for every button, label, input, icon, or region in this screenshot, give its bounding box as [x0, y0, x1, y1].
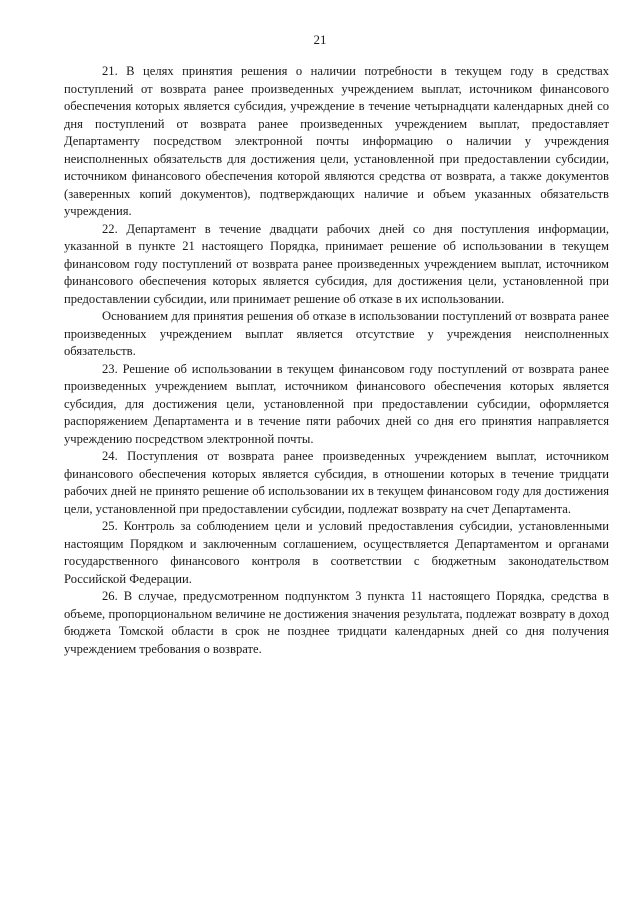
page-number: 21 [313, 32, 327, 47]
document-body [64, 63, 609, 658]
paragraph-25: 25. Контроль за соблюдением цели и условий предоставления субсидии, установленными настоящим Порядком и заключенным соглашением, осуществляется Департаментом и органами государственного финансового контроля в соответствии с бюджетным законодательством Российской Федерации. [64, 519, 609, 586]
paragraph-22-refusal-grounds: Основанием для принятия решения об отказе в использовании поступлений от возврата ранее произведенных учреждением выплат является отсутствие у учреждения неисполненных обязательств. [64, 309, 609, 358]
paragraph-21: 21. В целях принятия решения о наличии потребности в текущем году в средствах поступлений от возврата ранее произведенных учреждением выплат, источником финансового обеспечения которых является субсидия, учреждение в течение четырнадцати календарных дней со дня поступлений от возврата ранее произведенных учреждением выплат, предоставляет Департаменту посредством электронной почты информацию о наличии у учреждения неисполненных обязательств для достижения цели, установленной при предоставлении субсидии, источником финансового обеспечения которой являются средства от возврата, а также документов (заверенных копий документов), подтверждающих наличие и объем указанных обязательств учреждения. [64, 64, 609, 218]
paragraph-26: 26. В случае, предусмотренном подпунктом 3 пункта 11 настоящего Порядка, средства в объеме, пропорциональном величине не достижения значения результата, подлежат возврату в доход бюджета Томской области в срок не позднее тридцати календарных дней со дня получения учреждением требования о возврате. [64, 589, 609, 656]
paragraph-23: 23. Решение об использовании в текущем финансовом году поступлений от возврата ранее произведенных учреждением выплат, источником финансового обеспечения которых является субсидия, для достижения цели, установленной при предоставлении субсидии, оформляется распоряжением Департамента и в течение пяти рабочих дней со дня его принятия направляется учреждению посредством электронной почты. [64, 361, 609, 446]
paragraph-22: 22. Департамент в течение двадцати рабочих дней со дня поступления информации, указанной в пункте 21 настоящего Порядка, принимает решение об использовании в текущем финансовом году поступлений от возврата ранее произведенных учреждением выплат, источником финансового обеспечения которых является субсидия, для достижения цели, установленной при предоставлении субсидии, или принимает решение об отказе в их использовании. [64, 221, 609, 306]
paragraph-24: 24. Поступления от возврата ранее произведенных учреждением выплат, источником финансового обеспечения которых является субсидия, в отношении которых в течение тридцати рабочих дней не принято решение об использовании их в текущем финансовом году для достижения цели, установленной при предоставлении субсидии, подлежат возврату на счет Департамента. [64, 449, 609, 516]
